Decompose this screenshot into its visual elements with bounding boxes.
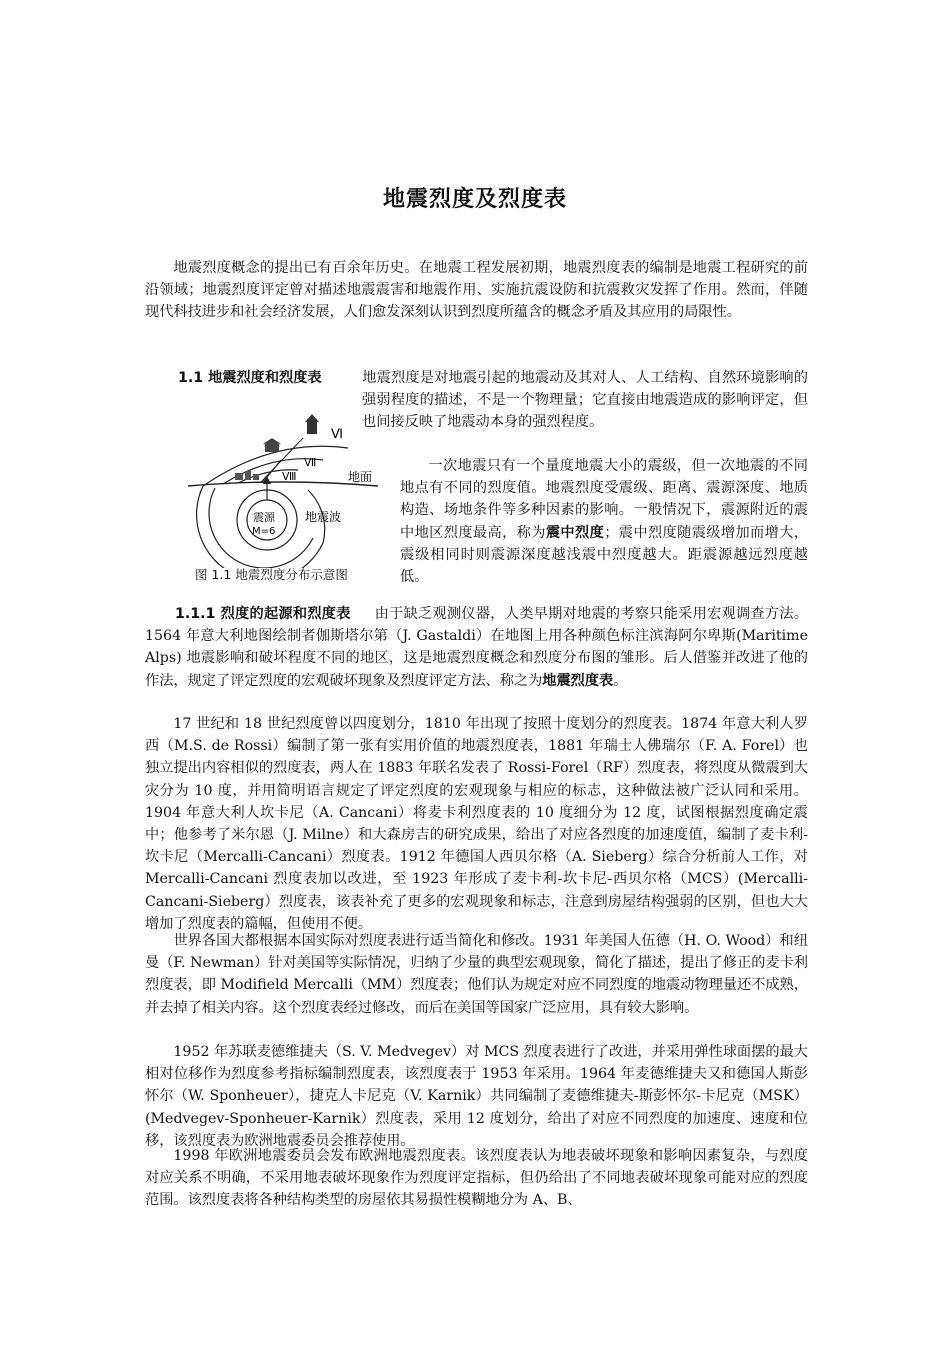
section-1-1-1-paragraph-3: 世界各国大都根据本国实际对烈度表进行适当简化和修改。1931 年美国人伍德（H. O. Wood）和纽曼（F. Newman）针对美国等实际情况，归纳了少量的典型宏观现象，简化了描述，提出了修正的麦卡利烈度表，即 Modifield Mercalli（MM）烈度表；他们认为规定对应不同烈度的地震动物理量还不成熟，并去掉了相关内容。这个烈度表经过修改，而后在美国等国家广泛应用，具有较大影响。 xyxy=(145,933,808,1016)
section-1-1-1-paragraph-4: 1952 年苏联麦德维捷夫（S. V. Medvegev）对 MCS 烈度表进行了改进，并采用弹性球面摆的最大相对位移作为烈度参考指标编制烈度表，该烈度表于 1953 年采用。1964 年麦德维捷夫又和德国人斯彭怀尔（W. Sponheuer），捷克人卡尼克（V. Karnik）共同编制了麦德维捷夫-斯彭怀尔-卡尼克（MSK）(Medvegev-Sponheuer-Karnik）烈度表，采用 12 度划分，给出了对应不同烈度的加速度、速度和位移，该烈度表为欧洲地震委员会推荐使用。 xyxy=(145,1044,808,1149)
section-1-1-1-text-1b: 。 xyxy=(613,672,628,689)
label-vii: Ⅶ xyxy=(304,457,317,469)
collapsed-building-icon xyxy=(235,471,259,480)
section-1-1-1-text-1a: 由于缺乏观测仪器，人类早期对地震的考察只能采用宏观调查方法。1564 年意大利地图绘制者伽斯塔尔第（J. Gastaldi）在地图上用各种颜色标注滨海阿尔卑斯(Maritime Alps) 地震影响和破坏程度不同的地区，这是地震烈度概念和烈度分布图的雏形。后人借鉴并改进了他的作法，规定了评定烈度的宏观破坏现象及烈度评定方法、称之为 xyxy=(145,606,808,689)
section-1-1-text-1: 地震烈度是对地震引起的地震动及其对人、人工结构、自然环境影响的强弱程度的描述，不是一个物理量；它直接由地震造成的影响评定，但也间接反映了地震动本身的强烈程度。 xyxy=(362,370,808,431)
section-1-1-1-paragraph-2: 17 世纪和 18 世纪烈度曾以四度划分，1810 年出现了按照十度划分的烈度表。1874 年意大利人罗西（M.S. de Rossi）编制了第一张有实用价值的地震烈度表，1881 年瑞士人佛瑞尔（F. A. Forel）也独立提出内容相似的烈度表，两人在 1883 年联名发表了 Rossi-Forel（RF）烈度表，将烈度从微震到大灾分为 10 度，并用简明语言规定了评定烈度的宏观现象与相应的标志，这种做法被广泛认同和采用。1904 年意大利人坎卡尼（A. Cancani）将麦卡利烈度表的 10 度细分为 12 度，试图根据烈度确定震中；他参考了米尔恩（J. Milne）和大森房吉的研究成果，给出了对应各烈度的加速度值，编制了麦卡利-坎卡尼（Mercalli-Cancani）烈度表。1912 年德国人西贝尔格（A. Sieberg）综合分析前人工作，对 Mercalli-Cancani 烈度表加以改进，至 1923 年形成了麦卡利-坎卡尼-西贝尔格（MCS）(Mercalli-Cancani-Sieberg）烈度表，该表补充了更多的宏观现象和标志，注意到房屋结构强弱的区别，但也大大增加了烈度表的篇幅，但使用不便。 xyxy=(145,716,808,932)
section-1-1-text-2a: 一次地震只有一个量度地震大小的震级，但一次地震的不同地点有不同的烈度值。地震烈度受震级、距离、震源深度、地质构造、场地条件等多种因素的影响。一般情况下，震源附近的震中地区烈度最高，称为 xyxy=(400,458,808,541)
section-1-1-1-paragraph-1 xyxy=(145,603,808,692)
figure-caption: 图 1.1 地震烈度分布示意图 xyxy=(195,567,348,582)
intensity-diagram xyxy=(183,408,383,568)
section-1-1-paragraph-1 xyxy=(362,367,808,434)
section-1-1-heading: 1.1 地震烈度和烈度表 xyxy=(178,370,322,386)
intensity-distribution-figure xyxy=(183,408,383,578)
label-seismic-wave: 地震波 xyxy=(305,510,342,524)
label-source: 震源 xyxy=(253,511,275,524)
section-1-1-text-2b: ；震中烈度随震级增加而增大，震级相同时则震源深度越浅震中烈度越大。距震源越远烈度越低。 xyxy=(400,524,808,586)
page-title: 地震烈度及烈度表 xyxy=(382,187,567,212)
building-icon-mid xyxy=(263,438,281,452)
building-icon-far xyxy=(305,414,319,434)
epicentral-intensity-term: 震中烈度 xyxy=(545,524,605,541)
section-1-1-1-paragraph-5: 1998 年欧洲地震委员会发布欧洲地震烈度表。该烈度表认为地表破坏现象和影响因素复杂，与烈度对应关系不明确，不采用地表破坏现象作为烈度评定指标，但仍给出了不同地表破坏现象可能对应的烈度范围。该烈度表将各种结构类型的房屋依其易损性模糊地分为 A、B、 xyxy=(145,1148,808,1209)
intensity-scale-term: 地震烈度表 xyxy=(542,672,614,689)
label-magnitude: M=6 xyxy=(252,526,276,537)
intro-paragraph: 地震烈度概念的提出已有百余年历史。在地震工程发展初期，地震烈度表的编制是地震工程研究的前沿领域；地震烈度评定曾对描述地震震害和地震作用、实施抗震设防和抗震救灾发挥了作用。然而，伴随现代科技进步和社会经济发展，人们愈发深刻认识到烈度所蕴含的概念矛盾及其应用的局限性。 xyxy=(145,260,808,321)
label-viii: Ⅷ xyxy=(282,471,297,483)
label-vi: Ⅵ xyxy=(331,426,343,441)
label-ground: 地面 xyxy=(348,470,373,484)
section-1-1-1-heading: 1.1.1 烈度的起源和烈度表 xyxy=(175,606,351,622)
section-1-1-paragraph-2 xyxy=(400,455,808,588)
